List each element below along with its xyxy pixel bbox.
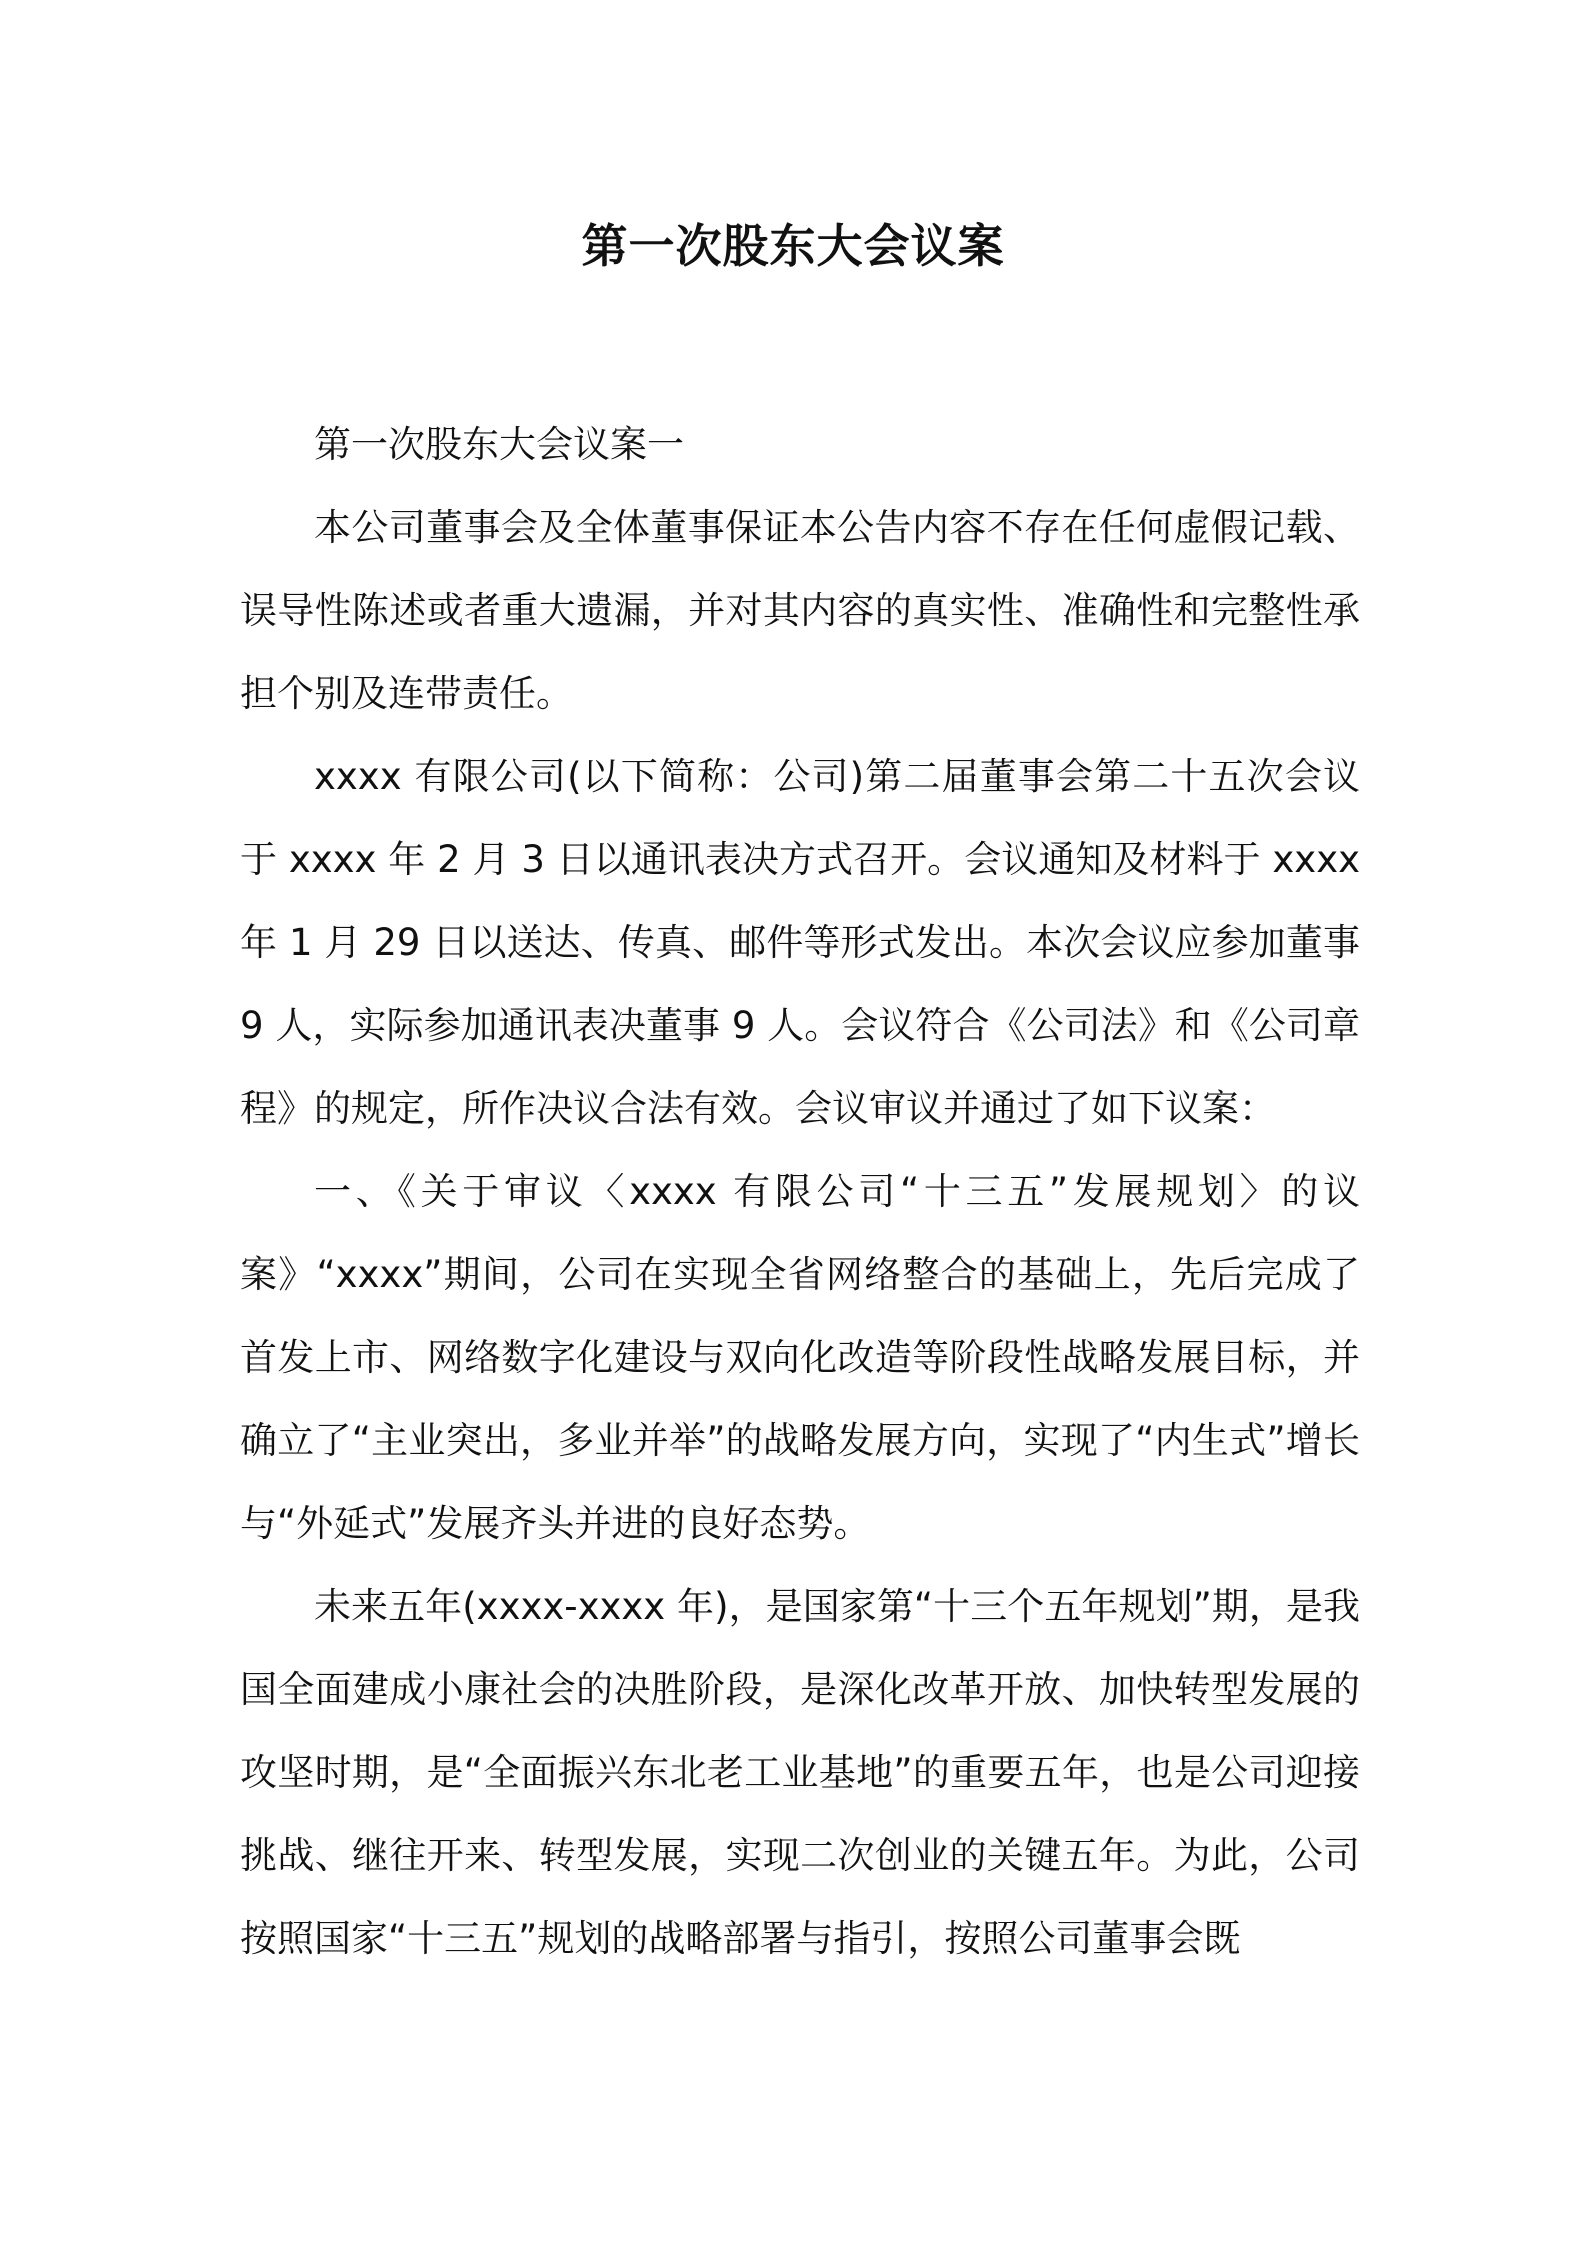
paragraph-future-plan: 未来五年(xxxx-xxxx 年)，是国家第“十三个五年规划”期，是我国全面建成小康社会的决胜阶段，是深化改革开放、加快转型发展的攻坚时期，是“全面振兴东北老工业基地”的重要五年，也是公司迎接挑战、继往开来、转型发展，实现二次创业的关键五年。为此，公司按照国家“十三五”规划的战略部署与指引，按照公司董事会既 bbox=[240, 1585, 1360, 1960]
paragraph-meeting-info: xxxx 有限公司(以下简称：公司)第二届董事会第二十五次会议于 xxxx 年 2 月 3 日以通讯表决方式召开。会议通知及材料于 xxxx 年 1 月 29 日以送达、传真、邮件等形式发出。本次会议应参加董事 9 人，实际参加通讯表决董事 9 人。会议符合《公司法》和《公司章程》的规定，所作决议合法有效。会议审议并通过了如下议案： bbox=[240, 755, 1360, 1130]
paragraph-disclaimer: 本公司董事会及全体董事保证本公告内容不存在任何虚假记载、误导性陈述或者重大遗漏，并对其内容的真实性、准确性和完整性承担个别及连带责任。 bbox=[240, 506, 1360, 715]
paragraph-subtitle: 第一次股东大会议案一 bbox=[314, 423, 684, 466]
document-title: 第一次股东大会议案 bbox=[581, 219, 1005, 273]
paragraph-motion-one: 一、《关于审议〈xxxx 有限公司“十三五”发展规划〉的议案》“xxxx”期间，公司在实现全省网络整合的基础上，先后完成了首发上市、网络数字化建设与双向化改造等阶段性战略发展目标，并确立了“主业突出，多业并举”的战略发展方向，实现了“内生式”增长与“外延式”发展齐头并进的良好态势。 bbox=[240, 1170, 1360, 1545]
document-body bbox=[240, 403, 1360, 1980]
